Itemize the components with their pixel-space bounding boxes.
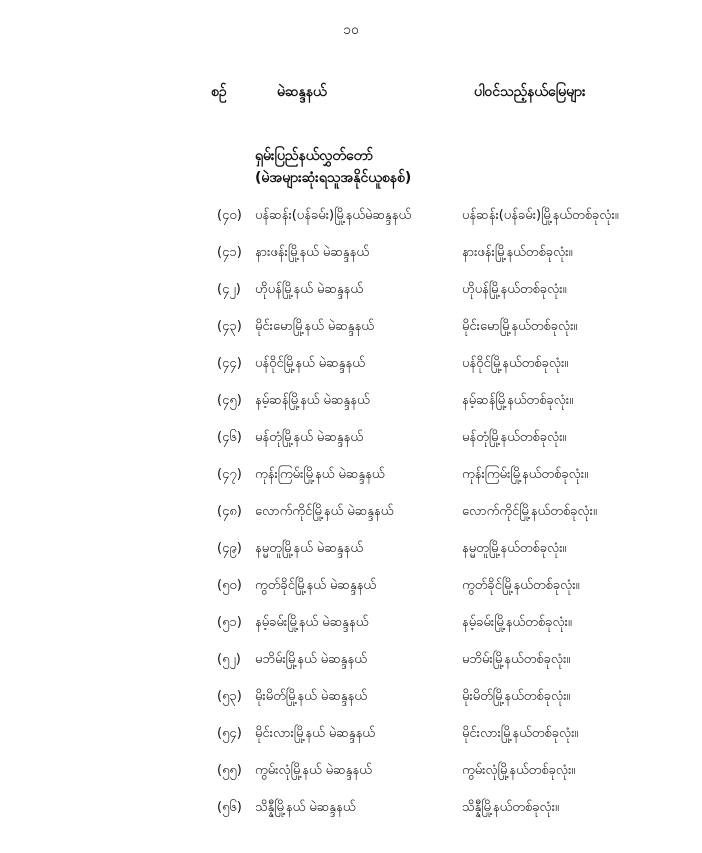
constituency-name: ကွမ်းလုံမြို့နယ် မဲဆန္ဒနယ် bbox=[255, 763, 372, 778]
table-row bbox=[0, 684, 702, 721]
table-row bbox=[0, 425, 702, 462]
included-area: လောက်ကိုင်မြို့နယ်တစ်ခုလုံး။ bbox=[462, 504, 597, 519]
section-title-line1: ရှမ်းပြည်နယ်လွှတ်တော် bbox=[255, 148, 374, 164]
included-area: ဟိုပန်မြို့နယ်တစ်ခုလုံး။ bbox=[462, 282, 567, 297]
table-row bbox=[0, 647, 702, 684]
constituency-name: ဟိုပန်မြို့နယ် မဲဆန္ဒနယ် bbox=[255, 282, 364, 297]
table-row bbox=[0, 277, 702, 314]
included-area: နမ့်ခမ်းမြို့နယ်တစ်ခုလုံး။ bbox=[462, 615, 572, 630]
constituency-name: နားဖန်းမြို့နယ် မဲဆန္ဒနယ် bbox=[255, 245, 369, 260]
included-area: ပန်ဆန်း(ပန်ခမ်း)မြို့နယ်တစ်ခုလုံး။ bbox=[462, 208, 619, 223]
table-row bbox=[0, 573, 702, 610]
included-area: မိုင်းလားမြို့နယ်တစ်ခုလုံး။ bbox=[462, 726, 579, 741]
serial-number: (၄၈) bbox=[217, 504, 242, 519]
serial-number: (၄၇) bbox=[217, 467, 242, 482]
included-area: မဘိမ်းမြို့နယ်တစ်ခုလုံး။ bbox=[462, 652, 571, 667]
constituency-name: သိန္နီမြို့နယ် မဲဆန္ဒနယ် bbox=[255, 800, 356, 815]
table-header bbox=[0, 82, 702, 102]
page-number: ၁၀ bbox=[343, 22, 359, 38]
table-row bbox=[0, 314, 702, 351]
serial-number: (၄၅) bbox=[217, 393, 242, 408]
included-area: နားဖန်းမြို့နယ်တစ်ခုလုံး။ bbox=[462, 245, 573, 260]
included-area: ပန်ဝိုင်မြို့နယ်တစ်ခုလုံး။ bbox=[462, 356, 569, 371]
included-area: နမ့်ဆန်မြို့နယ်တစ်ခုလုံး။ bbox=[462, 393, 574, 408]
table-row bbox=[0, 388, 702, 425]
table-row bbox=[0, 536, 702, 573]
table-row bbox=[0, 499, 702, 536]
table-row bbox=[0, 721, 702, 758]
constituency-name: လောက်ကိုင်မြို့နယ် မဲဆန္ဒနယ် bbox=[255, 504, 394, 519]
included-area: ကွမ်းလုံမြို့နယ်တစ်ခုလုံး။ bbox=[462, 763, 576, 778]
table-row bbox=[0, 462, 702, 499]
constituency-name: နမ့်ခမ်းမြို့နယ် မဲဆန္ဒနယ် bbox=[255, 615, 369, 630]
serial-number: (၅၁) bbox=[217, 615, 242, 630]
constituency-name: နမ္မတူမြို့နယ် မဲဆန္ဒနယ် bbox=[255, 541, 363, 556]
included-area: မန်တုံမြို့နယ်တစ်ခုလုံး။ bbox=[462, 430, 567, 445]
constituency-name: ကုန်းကြမ်းမြို့နယ် မဲဆန္ဒနယ် bbox=[255, 467, 385, 482]
serial-number: (၅၀) bbox=[217, 578, 242, 593]
serial-number: (၄၉) bbox=[217, 541, 242, 556]
constituency-list bbox=[0, 203, 702, 832]
serial-number: (၅၅) bbox=[217, 763, 242, 778]
serial-number: (၅၃) bbox=[217, 689, 242, 704]
serial-number: (၄၀) bbox=[217, 208, 242, 223]
serial-number: (၄၆) bbox=[217, 430, 242, 445]
included-area: သိန္နီမြို့နယ်တစ်ခုလုံး။ bbox=[462, 800, 559, 815]
table-row bbox=[0, 203, 702, 240]
serial-number: (၄၄) bbox=[217, 356, 242, 371]
constituency-name: နမ့်ဆန်မြို့နယ် မဲဆန္ဒနယ် bbox=[255, 393, 370, 408]
serial-number: (၅၄) bbox=[217, 726, 242, 741]
constituency-name: ပန်ဝိုင်မြို့နယ် မဲဆန္ဒနယ် bbox=[255, 356, 365, 371]
serial-number: (၅၂) bbox=[217, 652, 241, 667]
header-included-areas: ပါဝင်သည့်နယ်မြေများ bbox=[474, 84, 586, 100]
table-row bbox=[0, 240, 702, 277]
table-row bbox=[0, 351, 702, 388]
constituency-name: မဘိမ်းမြို့နယ် မဲဆန္ဒနယ် bbox=[255, 652, 367, 667]
section-title bbox=[255, 145, 411, 189]
table-row bbox=[0, 758, 702, 795]
included-area: ကုန်းကြမ်းမြို့နယ်တစ်ခုလုံး။ bbox=[462, 467, 589, 482]
table-row bbox=[0, 795, 702, 832]
constituency-name: မိုင်းလားမြို့နယ် မဲဆန္ဒနယ် bbox=[255, 726, 375, 741]
constituency-name: ပန်ဆန်း(ပန်ခမ်း)မြို့နယ်မဲဆန္ဒနယ် bbox=[255, 208, 412, 223]
table-row bbox=[0, 610, 702, 647]
constituency-name: မိုင်းမောမြို့နယ် မဲဆန္ဒနယ် bbox=[255, 319, 374, 334]
included-area: မိုးမိတ်မြို့နယ်တစ်ခုလုံး။ bbox=[462, 689, 571, 704]
serial-number: (၅၆) bbox=[217, 800, 242, 815]
header-constituency: မဲဆန္ဒနယ် bbox=[277, 84, 327, 100]
constituency-name: ကွတ်ခိုင်မြို့နယ် မဲဆန္ဒနယ် bbox=[255, 578, 377, 593]
serial-number: (၄၃) bbox=[217, 319, 242, 334]
included-area: မိုင်းမောမြို့နယ်တစ်ခုလုံး။ bbox=[462, 319, 578, 334]
constituency-name: မန်တုံမြို့နယ် မဲဆန္ဒနယ် bbox=[255, 430, 363, 445]
constituency-name: မိုးမိတ်မြို့နယ် မဲဆန္ဒနယ် bbox=[255, 689, 367, 704]
header-serial-number: စဉ် bbox=[211, 84, 227, 100]
serial-number: (၄၁) bbox=[217, 245, 242, 260]
section-title-line2: (မဲအများဆုံးရသူအနိုင်ယူစနစ်) bbox=[255, 170, 412, 186]
serial-number: (၄၂) bbox=[217, 282, 241, 297]
included-area: ကွတ်ခိုင်မြို့နယ်တစ်ခုလုံး။ bbox=[462, 578, 580, 593]
included-area: နမ္မတူမြို့နယ်တစ်ခုလုံး။ bbox=[462, 541, 567, 556]
